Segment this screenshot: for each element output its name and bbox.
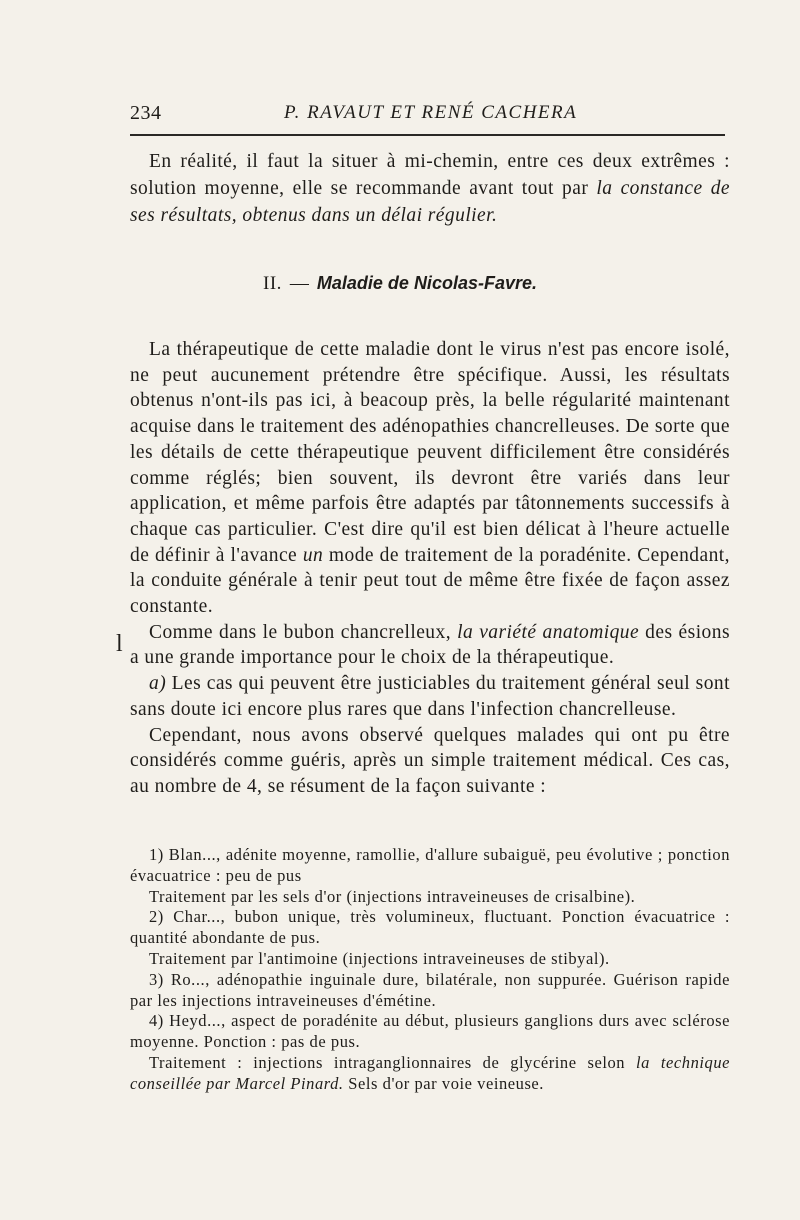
section-heading: [0, 273, 800, 295]
section-number: II.: [263, 273, 282, 294]
note-text: Sels d'or par voie veineuse.: [343, 1073, 544, 1093]
lead-italic: la constance de ses résultats, obtenus dans un délai régulier.: [130, 178, 730, 226]
section-title: Maladie de Nicolas-Favre.: [316, 273, 537, 293]
section-dash: —: [289, 273, 309, 294]
paragraph-italic: la variété anatomique: [457, 621, 640, 643]
header-rule: [130, 134, 725, 136]
note-item: [130, 1053, 730, 1095]
lead-text: En réalité, il faut la situer à mi-chemin, entre ces deux extrêmes : solution moyenne, elle se recommande avant tout par: [130, 151, 730, 199]
paragraph-italic: un: [302, 544, 324, 566]
note-item: 1) Blan..., adénite moyenne, ramollie, d'allure subaiguë, peu évolutive ; ponction évacuatrice : peu de pus: [130, 845, 730, 885]
paragraph: [130, 723, 730, 800]
paragraph: [130, 671, 730, 722]
margin-letter: l: [116, 631, 123, 657]
paragraph-text: La thérapeutique de cette maladie dont le virus n'est pas encore isolé, ne peut aucunement prétendre être spécifique. Aussi, les résultats obtenus n'ont-ils pas ici, à beacoup près, la belle régularité maintenant acquise dans le traitement des adénopathies chancrelleuses. De sorte que les détails de cette thérapeutique peuvent difficilement être considérés comme réglés; bien souvent, ils devront être variés dans leur application, et même parfois être adaptés par tâtonnements successifs à chaque cas particulier. C'est dire qu'il est bien délicat à l'heure actuelle de définir à l'avance: [130, 339, 730, 566]
paragraph-text: Cependant, nous avons observé quelques malades qui ont pu être considérés comme guéris, après un simple traitement médical. Ces cas, au nombre de 4, se résument de la façon suivante :: [130, 724, 730, 797]
list-label: a): [149, 673, 167, 695]
note-item: Traitement par l'antimoine (injections intraveineuses de stibyal).: [149, 948, 610, 968]
paragraph: [130, 337, 730, 620]
note-text: Traitement : injections intraganglionnaires de glycérine selon: [149, 1052, 637, 1072]
running-title: P. RAVAUT ET RENÉ CACHERA: [284, 102, 578, 123]
paragraph-text: mode de traitement de la poradénite. Cependant, la conduite générale à tenir peut tout de même être fixée de façon assez constante.: [130, 544, 730, 618]
note-item: Traitement par les sels d'or (injections intraveineuses de crisalbine).: [149, 886, 636, 906]
note-italic: la technique conseillée par Marcel Pinard.: [130, 1052, 730, 1093]
lead-paragraph: [130, 148, 730, 229]
paragraph: [130, 620, 730, 671]
paragraph-text: ésions a une grande importance pour le choix de la thérapeutique.: [130, 621, 730, 669]
case-notes: [130, 845, 730, 1095]
paragraph-text: Les cas qui peuvent être justiciables du traitement général seul sont sans doute ici encore plus rares que dans l'infection chancrelleuse.: [130, 673, 730, 720]
page-number: 234: [130, 102, 162, 124]
note-item: 4) Heyd..., aspect de poradénite au début, plusieurs ganglions durs avec sclérose moyenne. Ponction : pas de pus.: [130, 1011, 730, 1052]
body-text: [130, 337, 730, 800]
page-header: [130, 102, 730, 130]
paragraph-text: des: [639, 621, 673, 643]
paragraph-text: Comme dans le bubon chancrelleux,: [149, 621, 458, 643]
note-item: 2) Char..., bubon unique, très volumineux, fluctuant. Ponction évacuatrice : quantité abondante de pus.: [130, 907, 730, 948]
note-item: 3) Ro..., adénopathie inguinale dure, bilatérale, non suppurée. Guérison rapide par les injections intraveineuses d'émétine.: [130, 969, 730, 1010]
